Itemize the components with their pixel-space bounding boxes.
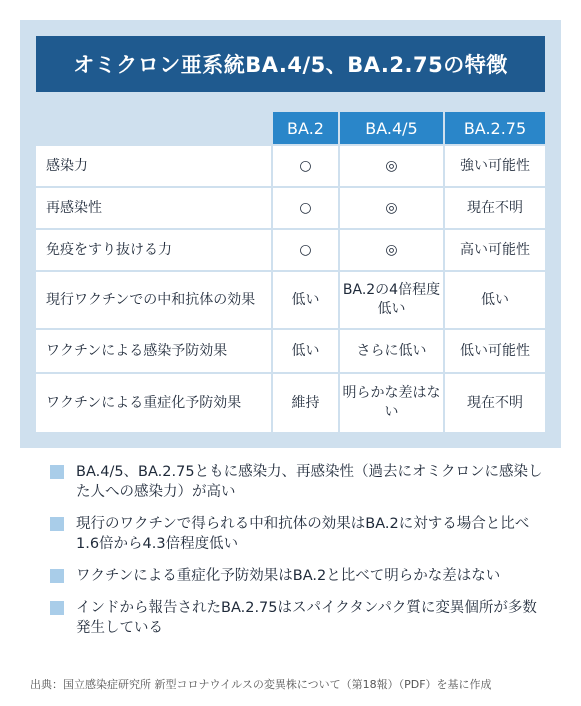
header-blank-cell	[36, 112, 271, 144]
table-cell: ◎	[338, 228, 443, 270]
table-cell: ◎	[338, 186, 443, 228]
list-item	[50, 598, 550, 638]
header-ba2: BA.2	[271, 112, 338, 144]
bullet-list	[50, 462, 550, 650]
list-item	[50, 566, 550, 586]
square-bullet-icon	[50, 601, 64, 615]
table-cell: さらに低い	[338, 328, 443, 372]
table-cell: ◎	[338, 144, 443, 186]
table-cell: 現在不明	[443, 372, 545, 432]
square-bullet-icon	[50, 569, 64, 583]
row-label: 再感染性	[36, 186, 271, 228]
table-cell: BA.2の4倍程度低い	[338, 270, 443, 328]
table-row	[36, 270, 545, 328]
table-cell: ○	[271, 144, 338, 186]
list-item	[50, 462, 550, 502]
row-label: ワクチンによる重症化予防効果	[36, 372, 271, 432]
table-cell: 現在不明	[443, 186, 545, 228]
table-cell: 明らかな差はない	[338, 372, 443, 432]
row-label: 感染力	[36, 144, 271, 186]
table-cell: 低い可能性	[443, 328, 545, 372]
row-label: 免疫をすり抜ける力	[36, 228, 271, 270]
row-label: ワクチンによる感染予防効果	[36, 328, 271, 372]
table-cell: ○	[271, 228, 338, 270]
header-ba45: BA.4/5	[338, 112, 443, 144]
table-cell: ○	[271, 186, 338, 228]
table-row	[36, 372, 545, 432]
table-cell: 低い	[443, 270, 545, 328]
table-header-row	[36, 112, 545, 144]
table-row	[36, 144, 545, 186]
bullet-text: 現行のワクチンで得られる中和抗体の効果はBA.2に対する場合と比べ1.6倍から4.3倍程度低い	[76, 516, 530, 552]
table-row	[36, 328, 545, 372]
table-cell: 低い	[271, 328, 338, 372]
table-cell: 維持	[271, 372, 338, 432]
table-row	[36, 186, 545, 228]
comparison-table	[36, 112, 545, 432]
square-bullet-icon	[50, 465, 64, 479]
list-item	[50, 514, 550, 554]
square-bullet-icon	[50, 517, 64, 531]
header-ba275: BA.2.75	[443, 112, 545, 144]
row-label: 現行ワクチンでの中和抗体の効果	[36, 270, 271, 328]
bullet-text: ワクチンによる重症化予防効果はBA.2と比べて明らかな差はない	[76, 568, 501, 584]
bullet-text: BA.4/5、BA.2.75ともに感染力、再感染性（過去にオミクロンに感染した人への感染力）が高い	[76, 464, 543, 500]
table-cell: 高い可能性	[443, 228, 545, 270]
source-note: 出典：国立感染症研究所 新型コロナウイルスの変異株について（第18報）（PDF）を基に作成	[30, 678, 492, 691]
table-cell: 強い可能性	[443, 144, 545, 186]
table-row	[36, 228, 545, 270]
page-title: オミクロン亜系統BA.4/5、BA.2.75の特徴	[36, 36, 545, 92]
bullet-text: インドから報告されたBA.2.75はスパイクタンパク質に変異個所が多数発生している	[76, 600, 537, 636]
table-cell: 低い	[271, 270, 338, 328]
